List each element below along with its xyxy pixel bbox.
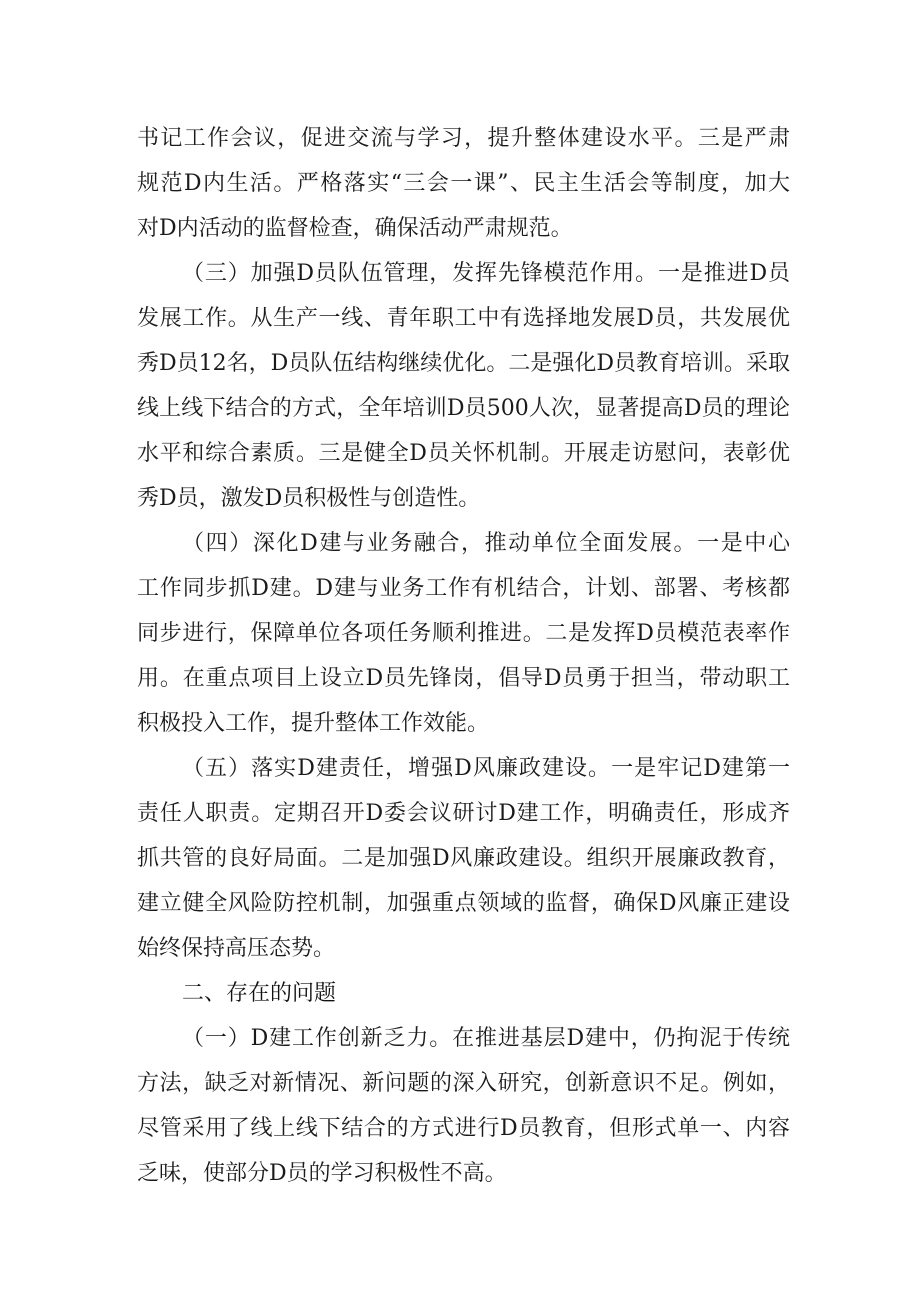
paragraph-line: 工作同步抓D建。D建与业务工作有机结合，计划、部署、考核都 [137, 576, 790, 601]
paragraph-line: 线上线下结合的方式，全年培训D员500人次，显著提高D员的理论 [137, 396, 790, 421]
paragraph-line: （四）深化D建与业务融合，推动单位全面发展。一是中心 [182, 531, 790, 556]
paragraph-line: 建立健全风险防控机制，加强重点领域的监督，确保D风廉正建设 [137, 891, 790, 916]
paragraph-line: 水平和综合素质。三是健全D员关怀机制。开展走访慰问，表彰优 [137, 441, 790, 466]
paragraph-line: （一）D建工作创新乏力。在推进基层D建中，仍拘泥于传统 [182, 1026, 790, 1051]
paragraph-line: 对D内活动的监督检查，确保活动严肃规范。 [137, 216, 573, 241]
paragraph-line: 发展工作。从生产一线、青年职工中有选择地发展D员，共发展优 [137, 306, 790, 331]
paragraph-line: 始终保持高压态势。 [137, 936, 336, 961]
paragraph-line: 抓共管的良好局面。二是加强D风廉政建设。组织开展廉政教育， [137, 846, 790, 871]
paragraph-line: 尽管采用了线上线下结合的方式进行D员教育，但形式单一、内容 [137, 1116, 790, 1141]
paragraph-line: 责任人职责。定期召开D委会议研讨D建工作，明确责任，形成齐 [137, 801, 790, 826]
paragraph-line: （五）落实D建责任，增强D风廉政建设。一是牢记D建第一 [182, 756, 790, 781]
paragraph-line: 秀D员12名，D员队伍结构继续优化。二是强化D员教育培训。采取 [137, 351, 790, 376]
paragraph-line: 方法，缺乏对新情况、新问题的深入研究，创新意识不足。例如， [137, 1071, 790, 1096]
paragraph-line: 同步进行，保障单位各项任务顺利推进。二是发挥D员模范表率作 [137, 621, 790, 646]
section-heading: 二、存在的问题 [182, 981, 337, 1006]
paragraph-line: 规范D内生活。严格落实“三会一课”、民主生活会等制度，加大 [137, 171, 790, 196]
paragraph-line: 积极投入工作，提升整体工作效能。 [137, 711, 490, 736]
paragraph-line: （三）加强D员队伍管理，发挥先锋模范作用。一是推进D员 [182, 261, 790, 286]
paragraph-line: 秀D员，激发D员积极性与创造性。 [137, 486, 481, 511]
paragraph-line: 用。在重点项目上设立D员先锋岗，倡导D员勇于担当，带动职工 [137, 666, 790, 691]
paragraph-line: 书记工作会议，促进交流与学习，提升整体建设水平。三是严肃 [137, 126, 790, 151]
paragraph-line: 乏味，使部分D员的学习积极性不高。 [137, 1161, 507, 1186]
